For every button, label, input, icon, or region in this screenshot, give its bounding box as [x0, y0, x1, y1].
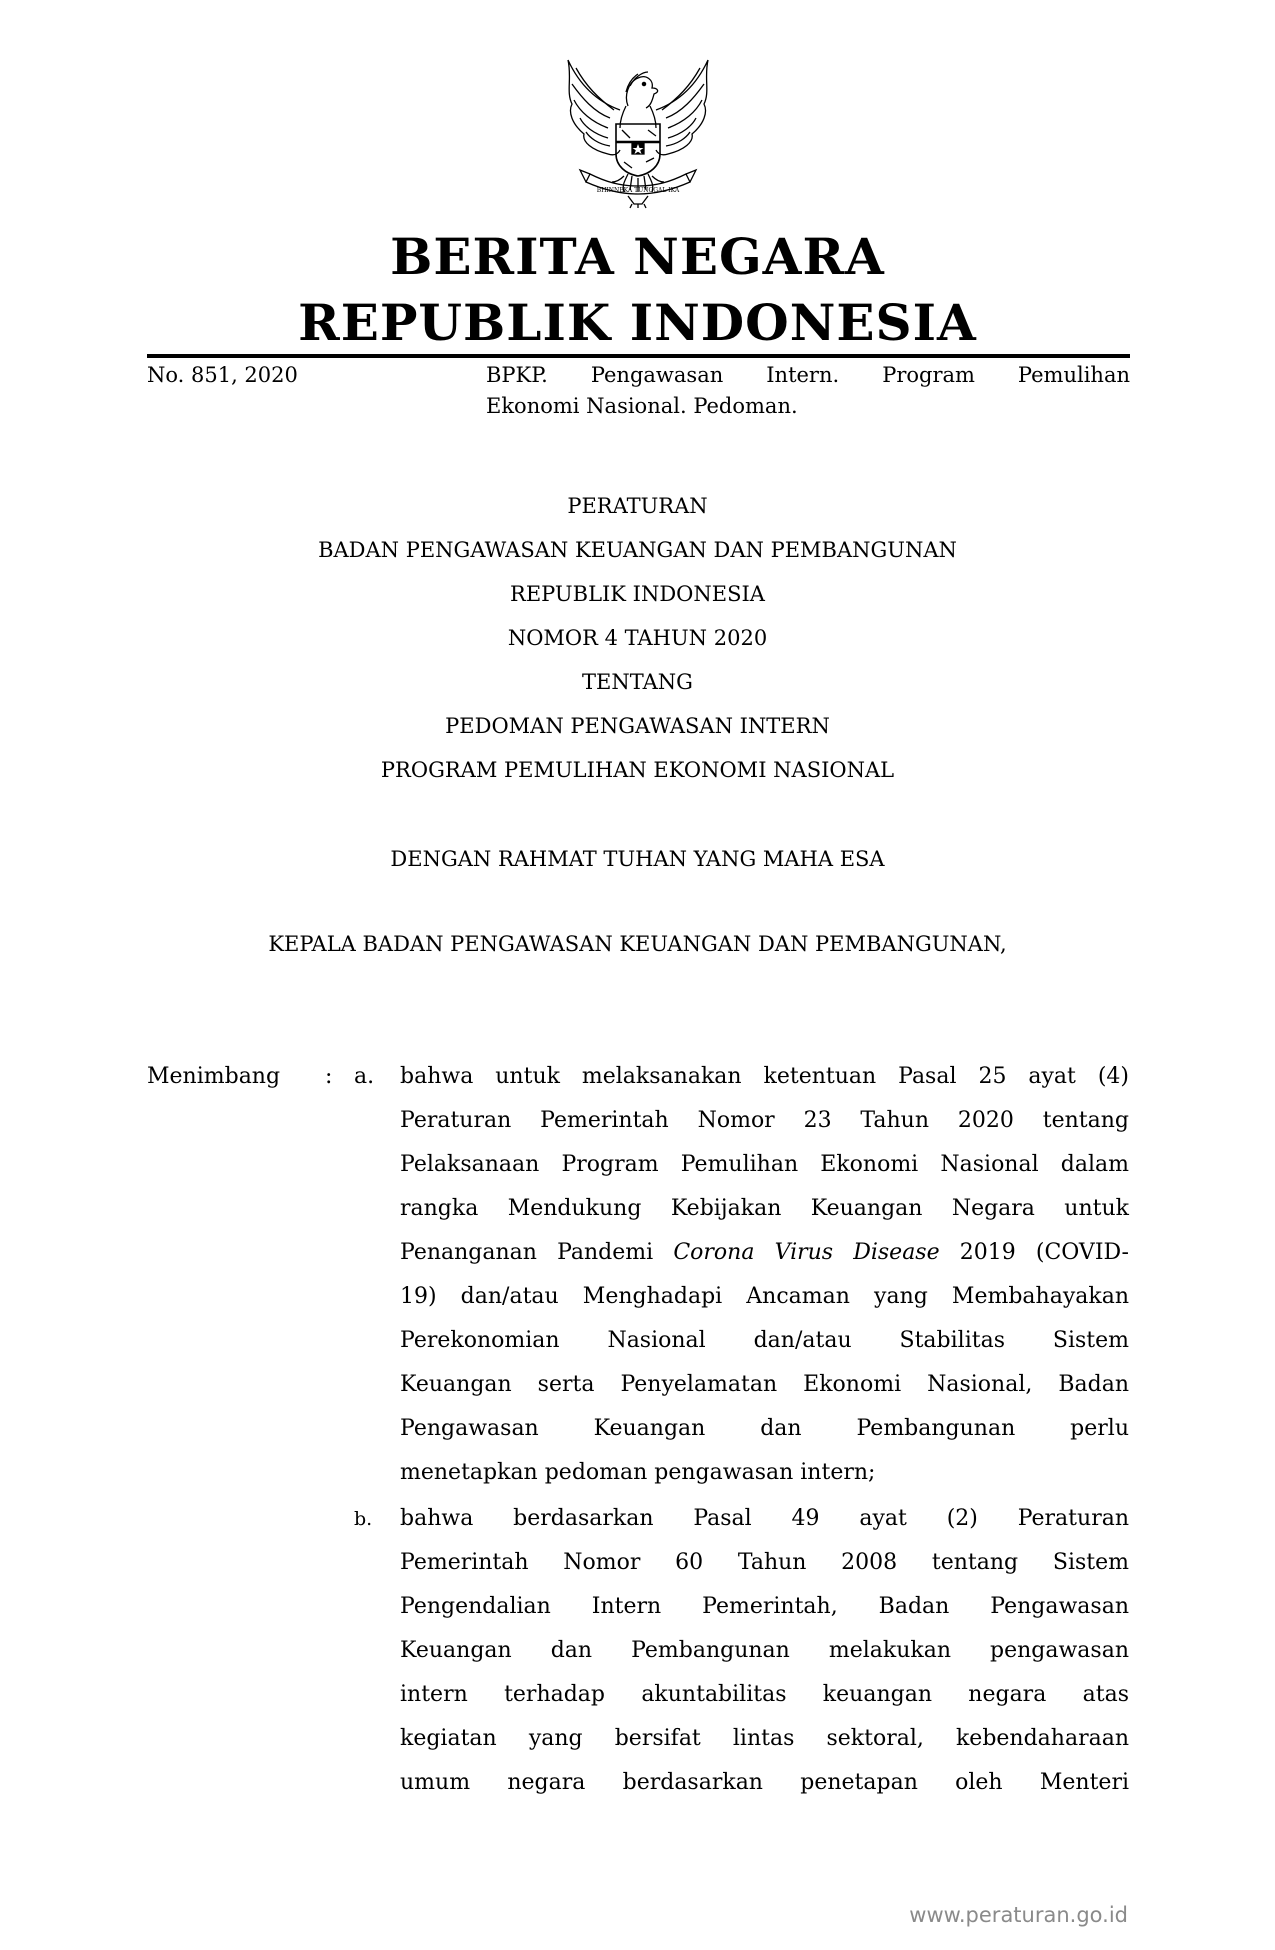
title-line: TENTANG: [582, 670, 693, 694]
considering-item-b: [400, 1497, 1129, 1805]
paragraph-line: bahwa berdasarkan Pasal 49 ayat (2) Peraturan: [400, 1506, 1129, 1531]
title-line: PEDOMAN PENGAWASAN INTERN: [445, 714, 830, 738]
paragraph-line: Pengawasan Keuangan dan Pembangunan perlu: [400, 1416, 1129, 1441]
paragraph-line: rangka Mendukung Kebijakan Keuangan Negara untuk: [400, 1196, 1129, 1221]
title-line: PROGRAM PEMULIHAN EKONOMI NASIONAL: [380, 758, 895, 782]
garuda-pancasila-emblem: [558, 58, 718, 210]
item-marker-a: a.: [354, 1064, 375, 1089]
paragraph-line: Pelaksanaan Program Pemulihan Ekonomi Nasional dalam: [400, 1152, 1129, 1177]
invocation: DENGAN RAHMAT TUHAN YANG MAHA ESA: [390, 847, 885, 871]
considering-label: Menimbang: [147, 1064, 281, 1089]
svg-text:BHINNEKA TUNGGAL IKA: BHINNEKA TUNGGAL IKA: [596, 187, 680, 194]
gazette-subject-line-2: Ekonomi Nasional. Pedoman.: [486, 394, 798, 418]
title-line: REPUBLIK INDONESIA: [510, 582, 765, 606]
gazette-subject-line-1: BPKP. Pengawasan Intern. Program Pemulihan: [486, 363, 1130, 387]
paragraph-line: Keuangan dan Pembangunan melakukan pengawasan: [400, 1638, 1129, 1663]
issuing-official: KEPALA BADAN PENGAWASAN KEUANGAN DAN PEMBANGUNAN,: [268, 932, 1007, 956]
gazette-number: No. 851, 2020: [147, 363, 298, 387]
considering-colon: :: [325, 1064, 333, 1089]
paragraph-line: [400, 1231, 1129, 1275]
paragraph-line: Peraturan Pemerintah Nomor 23 Tahun 2020 tentang: [400, 1108, 1129, 1133]
regulation-title: [0, 491, 1275, 799]
item-marker-b: b.: [354, 1508, 373, 1530]
paragraph-line: Perekonomian Nasional dan/atau Stabilitas Sistem: [400, 1328, 1129, 1353]
paragraph-line: Pemerintah Nomor 60 Tahun 2008 tentang Sistem: [400, 1550, 1129, 1575]
line-text: Penanganan Pandemi: [400, 1240, 674, 1265]
paragraph-line: Pengendalian Intern Pemerintah, Badan Pengawasan: [400, 1594, 1129, 1619]
gazette-subject: [486, 360, 1130, 422]
considering-item-a: [400, 1055, 1129, 1495]
paragraph-line: Keuangan serta Penyelamatan Ekonomi Nasional, Badan: [400, 1372, 1129, 1397]
source-website: www.peraturan.go.id: [909, 1903, 1128, 1927]
paragraph-line: intern terhadap akuntabilitas keuangan negara atas: [400, 1682, 1129, 1707]
masthead-line-2: REPUBLIK INDONESIA: [298, 293, 977, 352]
line-text: 2019 (COVID-: [939, 1240, 1129, 1265]
title-line: NOMOR 4 TAHUN 2020: [507, 626, 768, 650]
paragraph-line: kegiatan yang bersifat lintas sektoral, kebendaharaan: [400, 1726, 1129, 1751]
masthead-rule-thick: [147, 354, 1130, 358]
line-text-italic: Corona Virus Disease: [673, 1240, 940, 1265]
paragraph-line: 19) dan/atau Menghadapi Ancaman yang Membahayakan: [400, 1284, 1129, 1309]
paragraph-line: menetapkan pedoman pengawasan intern;: [400, 1460, 876, 1485]
title-line: PERATURAN: [567, 494, 708, 518]
paragraph-line: bahwa untuk melaksanakan ketentuan Pasal 25 ayat (4): [400, 1064, 1129, 1089]
paragraph-line: umum negara berdasarkan penetapan oleh Menteri: [400, 1770, 1129, 1795]
masthead-line-1: BERITA NEGARA: [390, 227, 885, 286]
title-line: BADAN PENGAWASAN KEUANGAN DAN PEMBANGUNAN: [318, 538, 957, 562]
